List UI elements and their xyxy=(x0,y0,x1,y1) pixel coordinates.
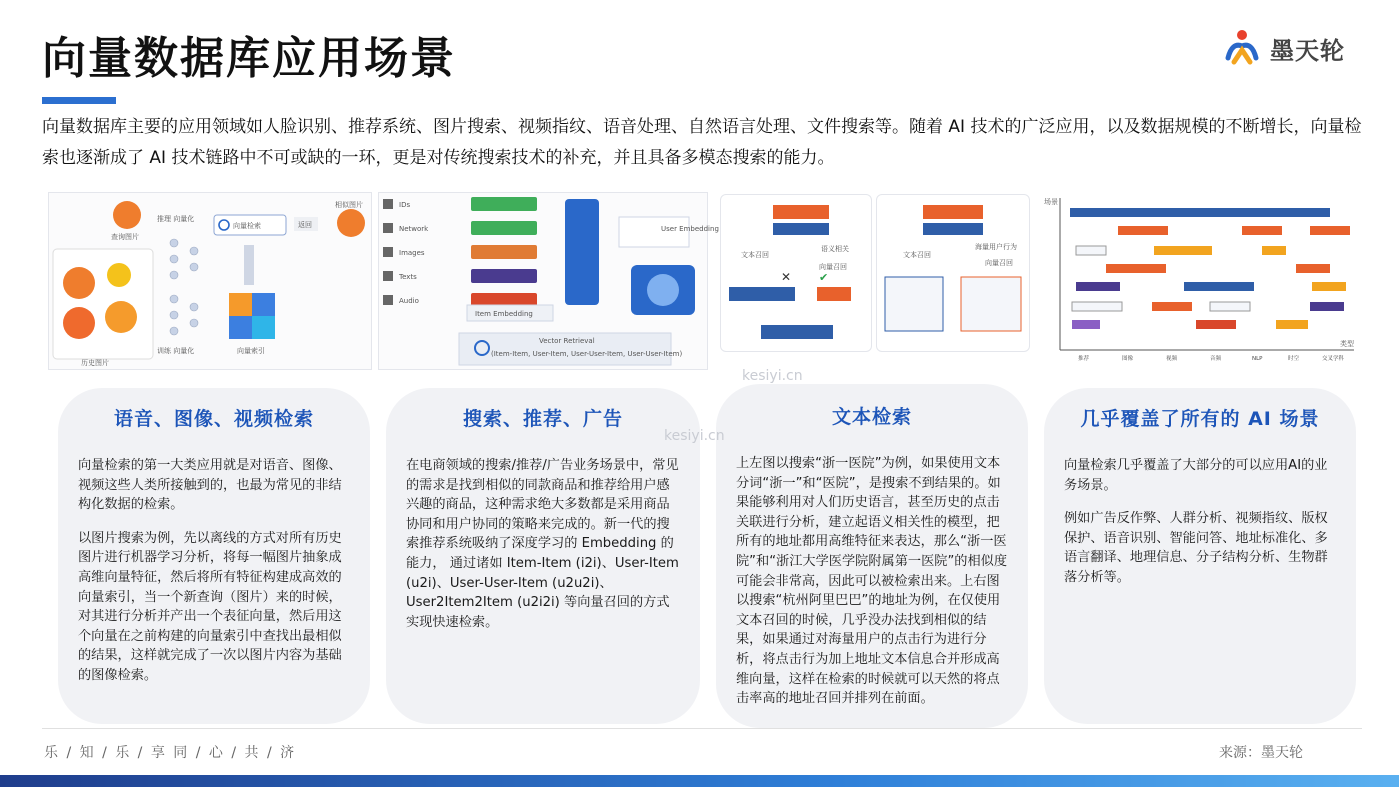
footer-source: 来源：墨天轮 xyxy=(1219,745,1303,761)
card-paragraph: 例如广告反作弊、人群分析、视频指纹、版权保护、语音识别、智能问答、地址标准化、多语言翻译、地理信息、分子结构分析、生物群落分析等。 xyxy=(1064,511,1328,585)
fig3-right-text-recall: 文本召回 xyxy=(903,251,931,259)
watermark: kesiyi.cn xyxy=(742,368,803,384)
fig3-left-text-recall: 文本召回 xyxy=(741,251,769,259)
fig2-bottom-title: Vector Retrieval xyxy=(539,337,595,345)
card-ai-scenarios xyxy=(1044,388,1356,724)
fig4-cat-spatiotemporal: 时空 xyxy=(1288,356,1300,362)
fig3-left-vector-recall: 向量召回 xyxy=(819,263,847,271)
footer-divider xyxy=(42,728,1362,729)
card-title: 几乎覆盖了所有的 AI 场景 xyxy=(1080,408,1320,430)
fig1-label-query: 查询图片 xyxy=(111,233,139,241)
fig3-left-semantic: 语义相关 xyxy=(821,245,849,253)
card-media-retrieval xyxy=(58,388,370,724)
fig2-input-audio: Audio xyxy=(399,297,419,305)
card-title: 语音、图像、视频检索 xyxy=(113,408,314,430)
watermark: kesiyi.cn xyxy=(664,428,725,444)
check-icon: ✔ xyxy=(819,271,829,284)
fig1-label-return: 返回 xyxy=(298,221,312,229)
fig4-xlabel: 类型 xyxy=(1340,340,1354,348)
fig4-cat-audio: 音频 xyxy=(1210,356,1222,362)
footer-slogan: 乐 / 知 / 乐 / 享 同 / 心 / 共 / 济 xyxy=(44,745,297,761)
fig2-input-ids: IDs xyxy=(399,201,411,209)
image-search-figure xyxy=(48,192,372,370)
fig4-ylabel: 场景 xyxy=(1044,198,1058,206)
fig1-label-index: 向量索引 xyxy=(237,347,265,355)
fig1-label-infer: 推理 向量化 xyxy=(157,215,195,223)
figure-strip xyxy=(0,192,1399,372)
page-title: 向量数据库应用场景 xyxy=(42,33,456,84)
bottom-color-bar xyxy=(0,775,1399,787)
fig4-cat-image: 图像 xyxy=(1122,356,1134,362)
fig1-label-search: 向量检索 xyxy=(233,222,261,230)
cross-icon: ✕ xyxy=(781,270,792,284)
fig2-user-embedding: User Embedding xyxy=(661,225,719,233)
fig4-cat-video: 视频 xyxy=(1166,356,1178,362)
fig4-cat-recommend: 推荐 xyxy=(1078,356,1090,362)
fig2-input-texts: Texts xyxy=(399,273,417,281)
fig1-label-train: 训练 向量化 xyxy=(157,347,195,355)
query-image-icon xyxy=(113,201,141,229)
fig4-cat-interdisciplinary: 交叉学科 xyxy=(1322,356,1345,362)
intro-paragraph: 向量数据库主要的应用领域如人脸识别、推荐系统、图片搜索、视频指纹、语音处理、自然语言处理、文件搜索等。随着 AI 技术的广泛应用，以及数据规模的不断增长，向量检索也逐渐成了 AI 技术链路中不可或缺的一环，更是对传统搜索技术的补充，并且具备多模态搜索的能力。 xyxy=(42,117,1362,168)
embedding-architecture-figure xyxy=(378,192,719,370)
card-paragraph: 以图片搜索为例，先以离线的方式对所有历史图片进行机器学习分析，将每一幅图片抽象成高维向量特征，然后将所有特征构建成高效的向量索引，当一个新查询（图片）来的时候，对其进行分析并产出一个表征向量，然后用这个向量在之前构建的向量索引中查找出最相似的结果，这样就完成了一次以图片内容为基础的图像检索。 xyxy=(78,530,342,683)
fig1-label-similar: 相似图片 xyxy=(335,201,363,209)
card-search-recommend-ads xyxy=(386,388,700,724)
card-title: 文本检索 xyxy=(831,406,912,428)
logo-text: 墨天轮 xyxy=(1270,36,1345,65)
card-paragraph: 向量检索几乎覆盖了大部分的可以应用AI的业务场景。 xyxy=(1064,458,1328,493)
card-paragraph: 向量检索的第一大类应用就是对语音、图像、视频这些人类所接触到的，也最为常见的非结构化数据的检索。 xyxy=(78,458,342,513)
brand-logo xyxy=(1222,28,1345,68)
fig3-right-vector-recall: 向量召回 xyxy=(985,259,1013,267)
card-paragraph: 在电商领域的搜索/推荐/广告业务场景中，常见的需求是找到相似的同款商品和推荐给用户感兴趣的商品，这种需求绝大多数都是采用商品协同和用户协同的策略来完成的。新一代的搜索推荐系统吸纳了深度学习的 Embedding 的能力， 通过诸如 Item-Item (i2i)、User-Item (u2i)、User-User-Item (u2u2i)、User2Item2Item (u2i2i) 等向量召回的方式实现快速检索。 xyxy=(406,458,679,630)
title-underline xyxy=(42,97,116,104)
fig3-right-user-behavior: 海量用户行为 xyxy=(975,243,1017,251)
fig2-bottom-sub: (Item-Item, User-Item, User-User-Item, User-User-Item) xyxy=(491,350,683,358)
card-text-retrieval xyxy=(716,384,1028,728)
scenario-coverage-chart xyxy=(1042,192,1362,368)
fig2-input-images: Images xyxy=(399,249,425,257)
card-paragraph: 上左图以搜索“浙一医院”为例，如果使用文本分词“浙一”和“医院”，是搜索不到结果的。如果能够利用对人们历史语言，甚至历史的点击关联进行分析，建立起语义相关性的模型，把所有的地址都用高维特征来表达，那么“浙一医院”和“浙江大学医学院附属第一医院”的相似度可能会非常高，因此可以被检索出来。上右图以搜索“杭州阿里巴巴”的地址为例，在仅使用文本召回的时候，几乎没办法找到相似的结果，如果通过对海量用户的点击行为进行分析，将点击行为加上地址文本信息合并形成高维向量，这样在检索的时候就可以天然的将点击率高的地址召回并排列在前面。 xyxy=(736,456,1008,707)
fig2-input-network: Network xyxy=(399,225,429,233)
address-retrieval-figure xyxy=(876,194,1030,352)
card-title: 搜索、推荐、广告 xyxy=(462,408,623,430)
fig2-item-embedding: Item Embedding xyxy=(475,310,533,318)
fig4-cat-nlp: NLP xyxy=(1252,356,1263,362)
fig1-label-history: 历史图片 xyxy=(81,359,109,367)
similar-image-icon xyxy=(337,209,365,237)
logo-icon xyxy=(1222,28,1262,68)
text-retrieval-figure xyxy=(720,194,872,352)
